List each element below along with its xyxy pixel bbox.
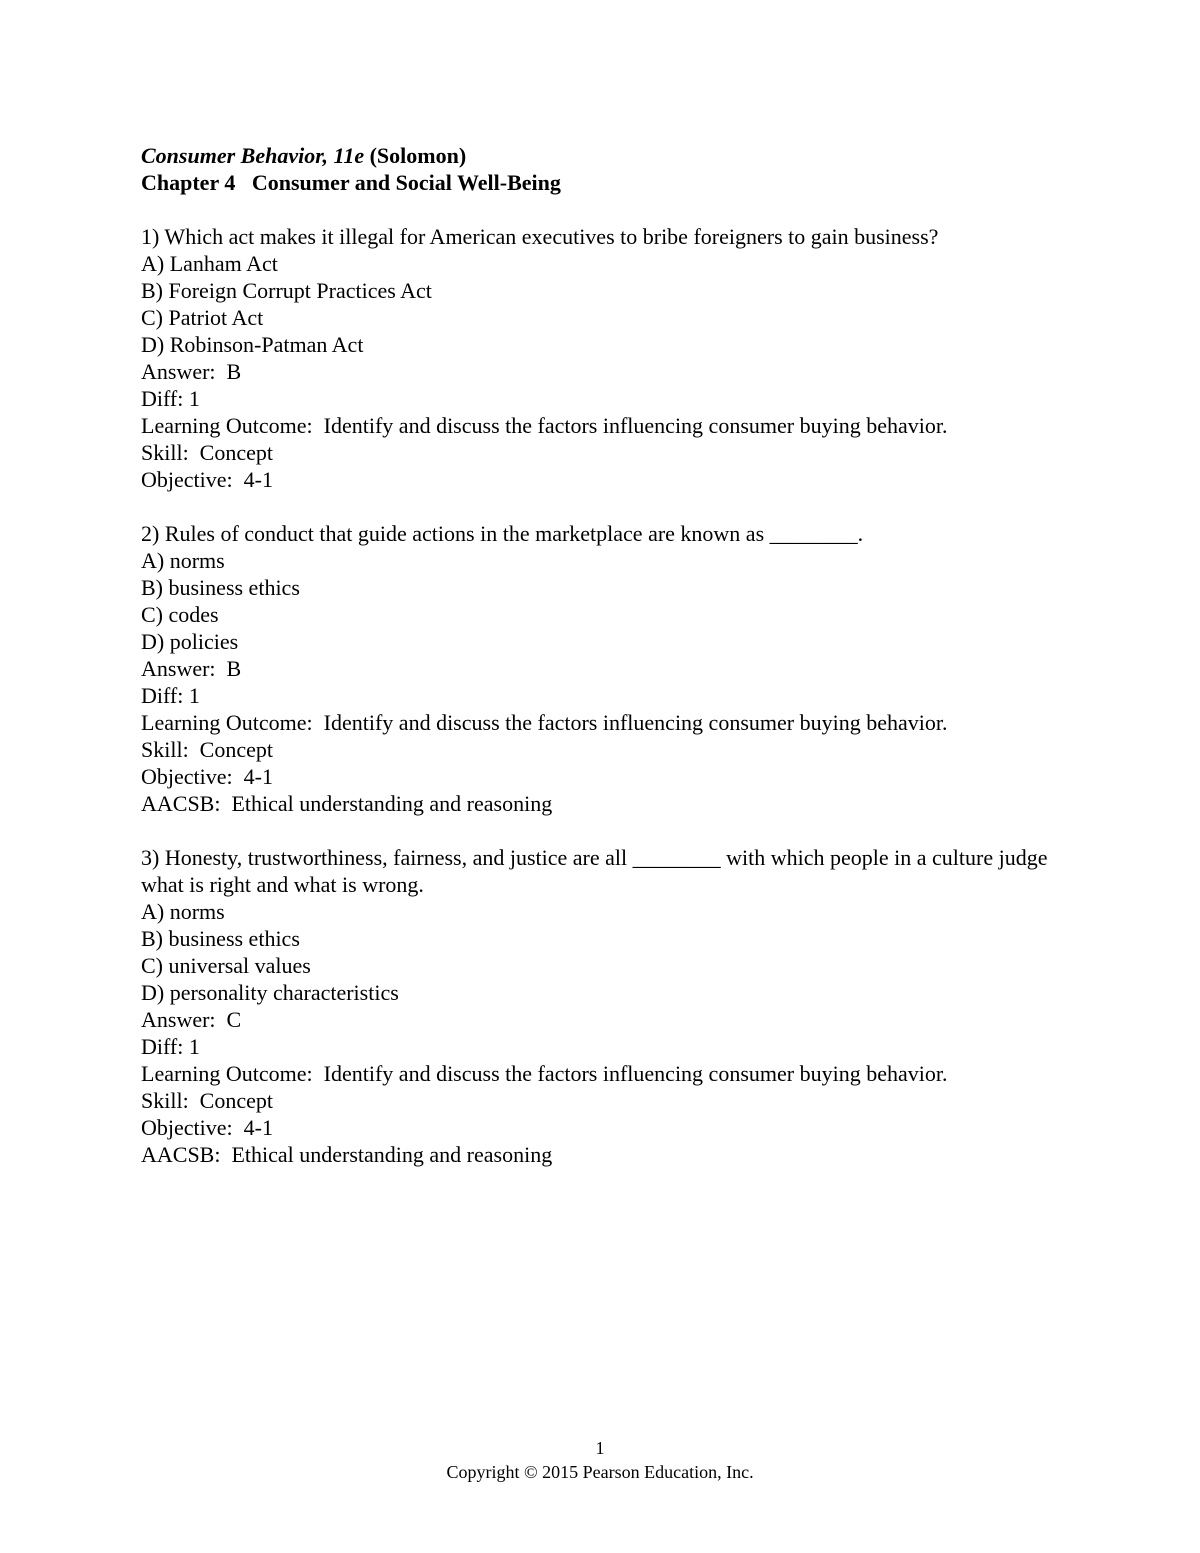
option-b: B) Foreign Corrupt Practices Act: [141, 278, 432, 303]
option-c: C) codes: [141, 602, 219, 627]
option-d: D) Robinson-Patman Act: [141, 332, 364, 357]
difficulty: Diff: 1: [141, 683, 200, 708]
question-2: [141, 520, 1071, 817]
learning-outcome: Learning Outcome: Identify and discuss the factors influencing consumer buying behavior.: [141, 710, 948, 735]
option-c: C) Patriot Act: [141, 305, 264, 330]
difficulty: Diff: 1: [141, 386, 200, 411]
option-d: D) personality characteristics: [141, 980, 399, 1005]
question-3: [141, 844, 1071, 1168]
option-b: B) business ethics: [141, 926, 300, 951]
skill: Skill: Concept: [141, 737, 273, 762]
answer: Answer: B: [141, 656, 242, 681]
book-author: (Solomon): [364, 143, 467, 168]
question-stem: 3) Honesty, trustworthiness, fairness, and justice are all ________ with which people in a culture judge what is right and what is wrong.: [141, 845, 1053, 897]
learning-outcome: Learning Outcome: Identify and discuss the factors influencing consumer buying behavior.: [141, 1061, 948, 1086]
objective: Objective: 4-1: [141, 764, 273, 789]
book-title: Consumer Behavior, 11e: [141, 143, 365, 168]
option-a: A) norms: [141, 899, 225, 924]
book-title-line: [141, 142, 1071, 169]
question-stem: 1) Which act makes it illegal for American executives to bribe foreigners to gain business?: [141, 224, 939, 249]
question-stem: 2) Rules of conduct that guide actions in the marketplace are known as ________.: [141, 521, 864, 546]
option-d: D) policies: [141, 629, 239, 654]
question-1: [141, 223, 1071, 493]
aacsb: AACSB: Ethical understanding and reasoning: [141, 791, 553, 816]
copyright-notice: Copyright © 2015 Pearson Education, Inc.: [446, 1462, 754, 1482]
aacsb: AACSB: Ethical understanding and reasoning: [141, 1142, 553, 1167]
spacer: [141, 493, 1071, 520]
option-b: B) business ethics: [141, 575, 300, 600]
difficulty: Diff: 1: [141, 1034, 200, 1059]
spacer: [141, 817, 1071, 844]
answer: Answer: B: [141, 359, 242, 384]
objective: Objective: 4-1: [141, 467, 273, 492]
answer: Answer: C: [141, 1007, 242, 1032]
option-c: C) universal values: [141, 953, 311, 978]
skill: Skill: Concept: [141, 440, 273, 465]
skill: Skill: Concept: [141, 1088, 273, 1113]
spacer: [141, 196, 1071, 223]
option-a: A) norms: [141, 548, 225, 573]
page-content: [141, 142, 1071, 1168]
page-number: 1: [595, 1438, 605, 1458]
option-a: A) Lanham Act: [141, 251, 278, 276]
learning-outcome: Learning Outcome: Identify and discuss the factors influencing consumer buying behavior.: [141, 413, 948, 438]
objective: Objective: 4-1: [141, 1115, 273, 1140]
chapter-title: Chapter 4 Consumer and Social Well-Being: [141, 170, 561, 195]
